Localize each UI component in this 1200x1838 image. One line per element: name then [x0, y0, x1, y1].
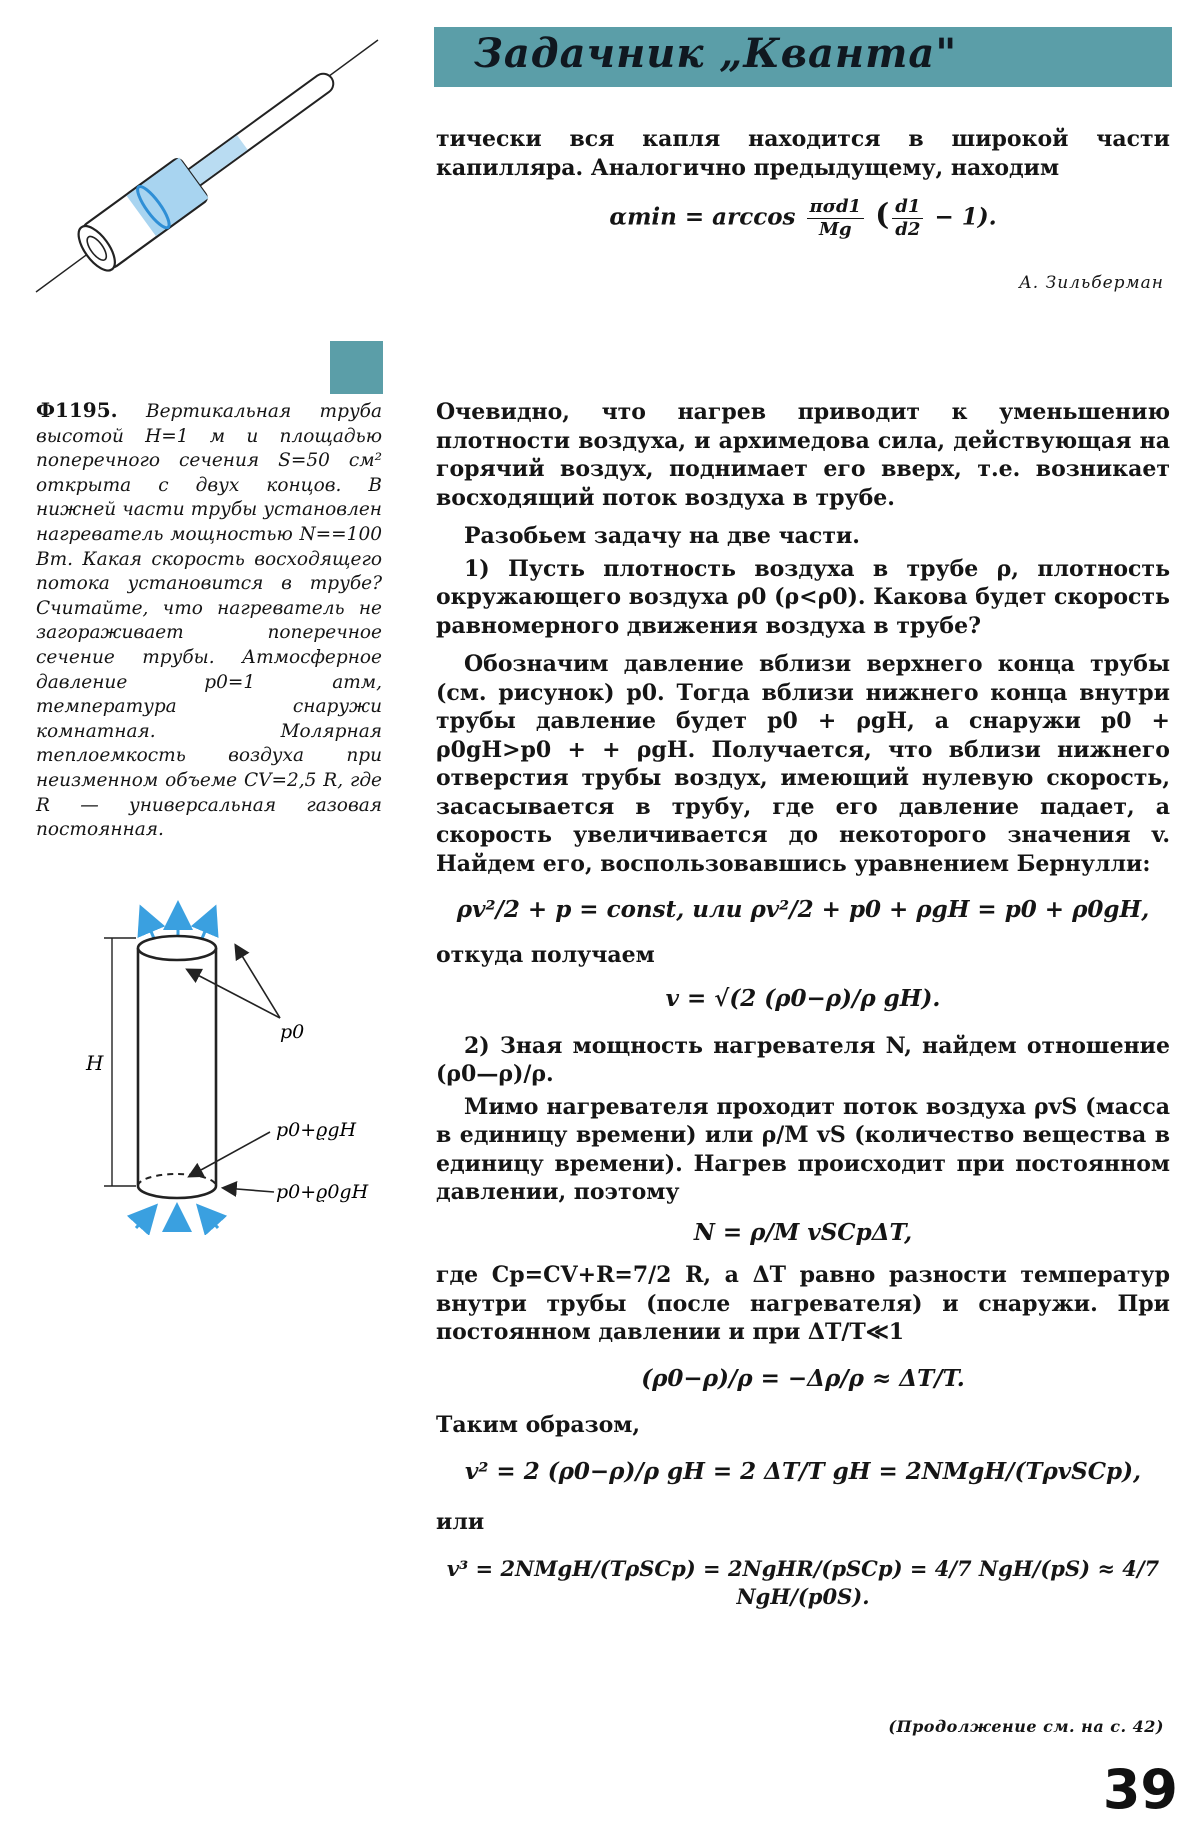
- solution-p7: Мимо нагревателя проходит поток воздуха ρvS (масса в единицу времени) или ρ/M vS (количество вещества в единицу времени). Нагрев происходит при постоянном давлении, поэтому: [436, 1093, 1170, 1205]
- formula-tail: − 1).: [934, 203, 997, 231]
- arrow-in-right: [200, 1208, 218, 1228]
- label-p0: p0: [280, 1021, 305, 1043]
- formula-lhs: αmin = arccos: [609, 203, 796, 231]
- frac2-den: d2: [895, 219, 921, 240]
- author-signature: А. Зильберман: [1018, 273, 1164, 293]
- label-outside-pressure: p0+ϱ0gH: [276, 1181, 369, 1203]
- frac1-num: πσd1: [807, 196, 865, 219]
- solution-p3: 1) Пусть плотность воздуха в трубе ρ, плотность окружающего воздуха ρ0 (ρ<ρ0). Какова будет скорость равномерного движения воздуха в трубе?: [436, 555, 1170, 639]
- section-marker: [330, 341, 383, 394]
- formula-alpha-min: αmin = arccos πσd1 Mg ( $\frac{d1}{d2}$ − 1).: [609, 196, 997, 240]
- solution-p10: или: [436, 1509, 485, 1535]
- tube-top: [138, 936, 216, 960]
- solution-p2: Разобьем задачу на две части.: [464, 523, 860, 549]
- arrow-in-left: [136, 1208, 154, 1228]
- tube-figure: [80, 890, 400, 1235]
- solution: [436, 398, 1170, 1612]
- solution-p9: Таким образом,: [436, 1412, 641, 1438]
- column-banner: [434, 27, 1172, 87]
- page-number: 39: [1102, 1758, 1178, 1821]
- eq-ratio: (ρ0−ρ)/ρ = −Δρ/ρ ≈ ΔT/T.: [641, 1364, 965, 1392]
- problem-text: Вертикальная труба высотой H=1 м и площадью поперечного сечения S=50 см² открыта с двух концов. В нижней части трубы установлен нагреватель мощностью N==100 Вт. Какая скорость восходящего потока установится в трубе? Считайте, что нагреватель не загораживает поперечное сечение трубы. Атмосферное давление p0=1 атм, температура снаружи комнатная. Молярная теплоемкость воздуха при неизменном объеме CV=2,5 R, где R — универсальная газовая постоянная.: [36, 401, 382, 841]
- column-title: Задачник „Кванта": [474, 30, 958, 77]
- tube-bottom: [138, 1186, 216, 1198]
- frac2-num: d1: [892, 196, 923, 219]
- problem-statement: [36, 398, 382, 843]
- problem-number: Ф1195.: [36, 398, 118, 422]
- label-H: H: [86, 1051, 104, 1075]
- eq-v2: v² = 2 (ρ0−ρ)/ρ gH = 2 ΔT/T gH = 2NMgH/(TρvSCp),: [464, 1457, 1141, 1485]
- solution-p1: Очевидно, что нагрев приводит к уменьшению плотности воздуха, и архимедова сила, действующая на горячий воздух, поднимает его вверх, т.е. возникает восходящий поток воздуха в трубе.: [436, 399, 1170, 511]
- prev-solution: [436, 125, 1170, 241]
- eq-v3: v³ = 2NMgH/(TρSCp) = 2NgHR/(pSCp) = 4/7 NgH/(pS) ≈ 4/7 NgH/(p0S).: [446, 1555, 1160, 1609]
- eq-v: v = √(2 (ρ0−ρ)/ρ gH).: [665, 985, 941, 1012]
- capillary-illustration: [30, 30, 390, 300]
- continued-note: (Продолжение см. на с. 42): [888, 1717, 1164, 1736]
- eq-bernoulli: ρv²/2 + p = const, или ρv²/2 + p0 + ρgH = p0 + ρ0gH,: [456, 896, 1150, 923]
- solution-p6: 2) Зная мощность нагревателя N, найдем отношение (ρ0—ρ)/ρ.: [436, 1032, 1170, 1087]
- label-inside-pressure: p0+ϱgH: [276, 1119, 357, 1141]
- solution-p8: где Cp=CV+R=7/2 R, а ΔT равно разности температур внутри трубы (после нагревателя) и снаружи. При постоянном давлении и при ΔT/T≪1: [436, 1262, 1170, 1345]
- frac1-den: Mg: [819, 219, 852, 240]
- eq-N: N = ρ/M vSCpΔT,: [693, 1218, 913, 1246]
- solution-p5: откуда получаем: [436, 941, 655, 968]
- prev-solution-text: тически вся капля находится в широкой части капилляра. Аналогично предыдущему, находим: [436, 126, 1170, 181]
- solution-p4: Обозначим давление вблизи верхнего конца трубы (см. рисунок) p0. Тогда вблизи нижнего конца внутри трубы давление будет p0 + ρgH, а снаружи p0 + ρ0gH>p0 + + ρgH. Получается, что вблизи нижнего отверстия трубы воздух, имеющий нулевую скорость, засасывается в трубу, где его давление падает, а скорость увеличивается до некоторого значения v. Найдем его, воспользовавшись уравнением Бернулли:: [436, 651, 1170, 877]
